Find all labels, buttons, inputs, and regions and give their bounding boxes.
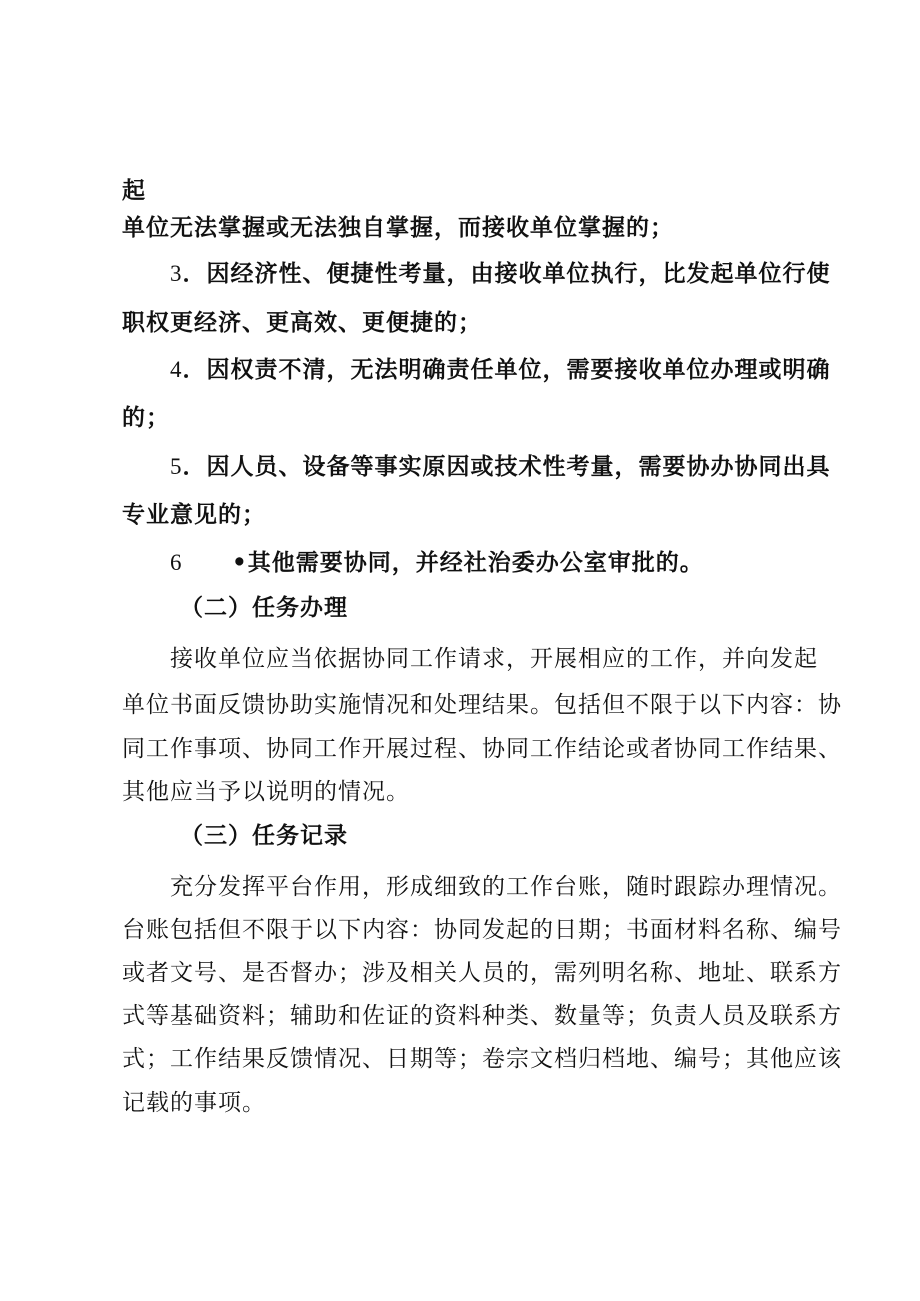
- list-number: 3: [170, 261, 183, 286]
- list-item-5-continuation: 专业意见的；: [122, 501, 266, 528]
- list-number: 5: [170, 454, 183, 479]
- list-item-3: [170, 259, 831, 289]
- section3-line-2: 台账包括但不限于以下内容：协同发起的日期；书面材料名称、编号: [122, 917, 842, 943]
- list-item-5: [170, 452, 831, 482]
- section2-line-3: 同工作事项、协同工作开展过程、协同工作结论或者协同工作结果、: [122, 736, 842, 762]
- section2-line-2: 单位书面反馈协助实施情况和处理结果。包括但不限于以下内容：协: [122, 692, 842, 718]
- section3-line-3: 或者文号、是否督办；涉及相关人员的，需列明名称、地址、联系方: [122, 960, 842, 986]
- list-item-4-continuation: 的；: [122, 404, 170, 431]
- section2-line-1: 接收单位应当依据协同工作请求，开展相应的工作，并向发起: [170, 646, 818, 672]
- list-item-6: •其他需要协同，并经社治委办公室审批的。: [232, 549, 704, 576]
- list-item-text: ．因权责不清，无法明确责任单位，需要接收单位办理或明确: [182, 356, 831, 383]
- list-item-3-continuation: 职权更经济、更高效、更便捷的；: [122, 309, 482, 336]
- list-item-text: ．因经济性、便捷性考量，由接收单位执行，比发起单位行使: [182, 260, 831, 287]
- section3-line-5: 式；工作结果反馈情况、日期等；卷宗文档归档地、编号；其他应该: [122, 1046, 842, 1072]
- list-item-6-number: [170, 548, 183, 578]
- section3-line-1: 充分发挥平台作用，形成细致的工作台账，随时跟踪办理情况。: [170, 874, 842, 900]
- list-number: 6: [170, 550, 183, 575]
- section2-line-4: 其他应当予以说明的情况。: [122, 779, 410, 805]
- top-fragment: 起: [122, 177, 146, 204]
- section3-line-6: 记载的事项。: [122, 1090, 266, 1116]
- section-heading-task-records: （三）任务记录: [180, 822, 348, 849]
- section3-line-4: 式等基础资料；辅助和佐证的资料种类、数量等；负责人员及联系方: [122, 1003, 842, 1029]
- list-item-4: [170, 355, 831, 385]
- list-number: 4: [170, 357, 183, 382]
- paragraph-continuation: 单位无法掌握或无法独自掌握，而接收单位掌握的；: [122, 214, 674, 241]
- section-heading-task-handling: （二）任务办理: [180, 594, 348, 621]
- list-item-text: ．因人员、设备等事实原因或技术性考量，需要协办协同出具: [182, 453, 831, 480]
